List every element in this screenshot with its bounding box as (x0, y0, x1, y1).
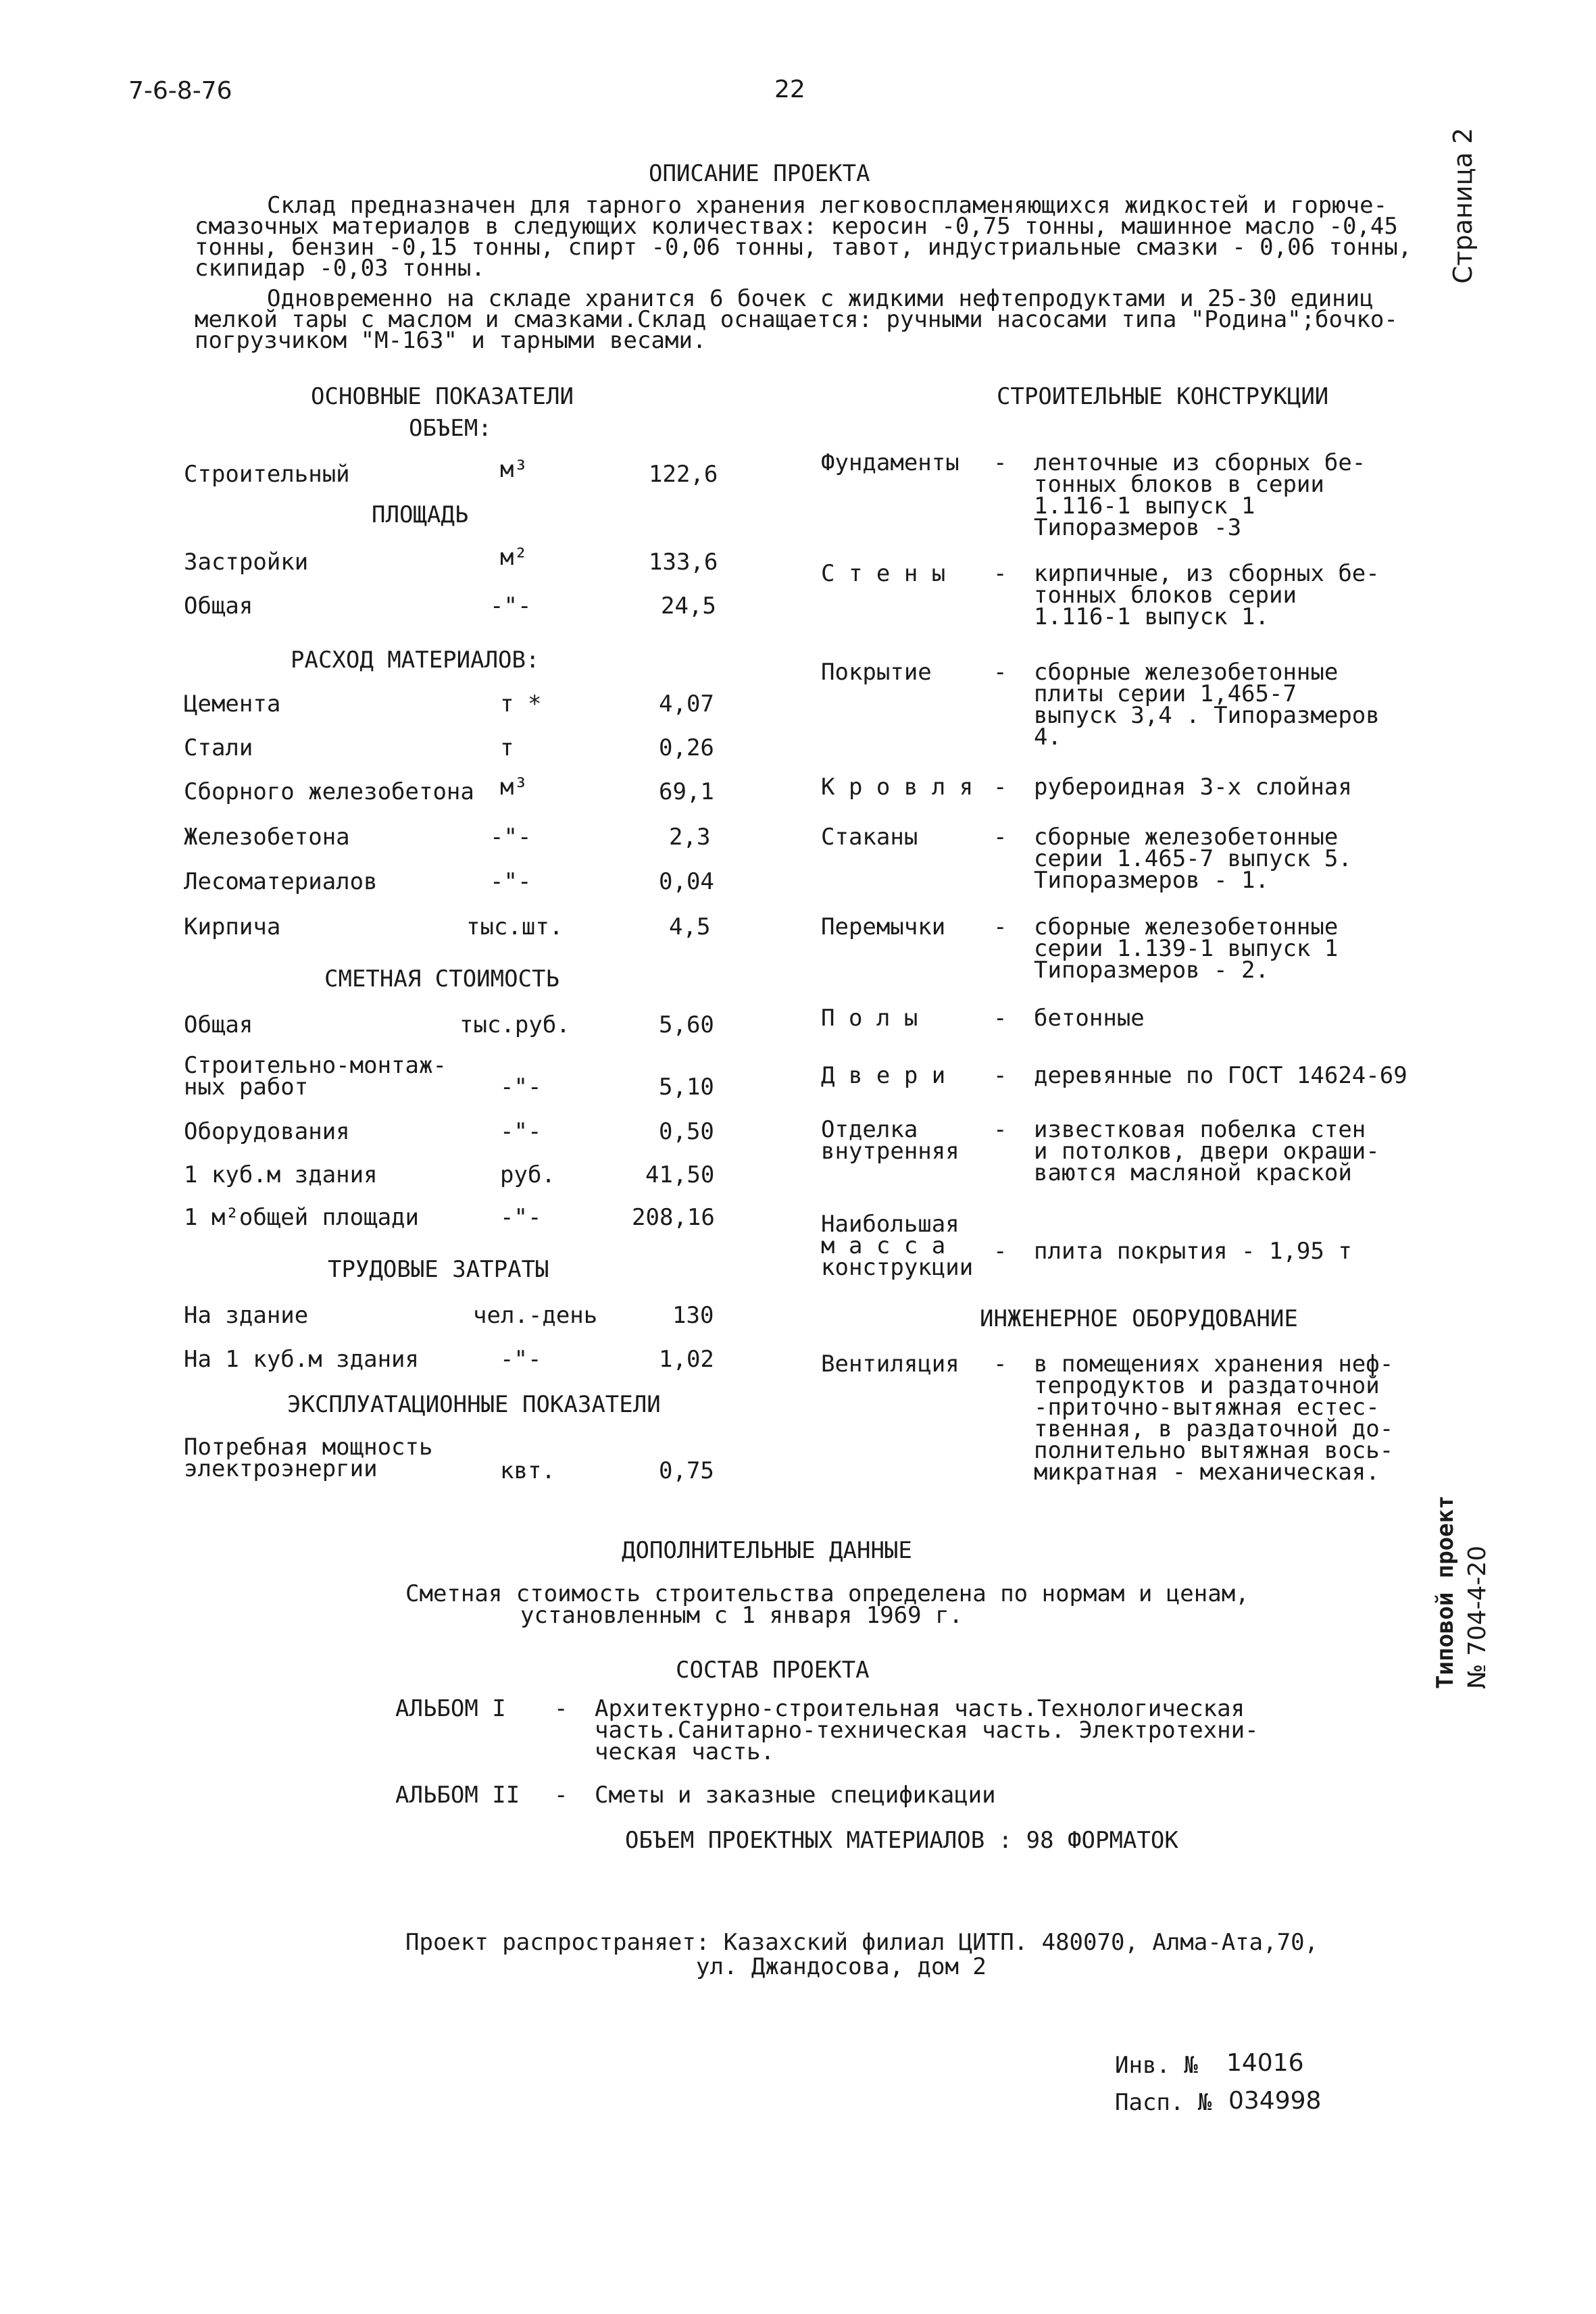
construction-text: серии 1.139-1 выпуск 1 (1034, 935, 1339, 962)
description-line: погрузчиком "М-163" и тарными весами. (195, 327, 707, 354)
construction-dash: - (993, 560, 1007, 587)
construction-label: Отделка (821, 1116, 918, 1143)
indicator-value: 0,04 (659, 868, 714, 895)
passport-label: Пасп. № (1115, 2089, 1212, 2116)
construction-text: и потолков, двери окраши- (1034, 1138, 1380, 1165)
constructions-title: СТРОИТЕЛЬНЫЕ КОНСТРУКЦИИ (997, 383, 1329, 410)
indicator-value: 1,02 (659, 1346, 714, 1373)
passport-number: 034998 (1228, 2087, 1322, 2115)
description-line: скипидар -0,03 тонны. (195, 255, 485, 282)
composition-title: СОСТАВ ПРОЕКТА (676, 1657, 870, 1684)
indicator-label: Общая (184, 1011, 253, 1038)
indicator-label: ных работ (184, 1074, 309, 1101)
additional-line: Сметная стоимость строительства определена по нормам и ценам, (405, 1580, 1249, 1607)
construction-text: тонных блоков серии (1034, 582, 1297, 609)
album-label: АЛЬБОМ I (395, 1695, 506, 1722)
construction-text: кирпичные, из сборных бе- (1034, 560, 1380, 587)
inventory-label: Инв. № (1115, 2052, 1198, 2079)
construction-text: Типоразмеров - 1. (1034, 867, 1269, 894)
indicator-value: 122,6 (649, 461, 718, 488)
indicator-label: Сборного железобетона (184, 778, 474, 805)
operation-heading: ЭКСПЛУАТАЦИОННЫЕ ПОКАЗАТЕЛИ (287, 1391, 661, 1418)
indicator-unit: м³ (500, 456, 528, 483)
construction-label: Д в е р и (821, 1062, 946, 1089)
indicator-value: 69,1 (659, 778, 714, 805)
description-line: мелкой тары с маслом и смазками.Склад оснащается: ручными насосами типа "Родина";бочко- (195, 306, 1398, 333)
indicator-value: 24,5 (661, 593, 716, 620)
side-page-label: Страница 2 (1448, 127, 1478, 284)
construction-text: плиты серии 1,465-7 (1034, 680, 1297, 707)
construction-label: С т е н ы (821, 560, 946, 587)
indicator-unit: м³ (500, 774, 528, 801)
construction-text: Типоразмеров -3 (1034, 514, 1242, 541)
construction-dash: - (993, 659, 1007, 686)
indicator-value: 0,75 (659, 1457, 714, 1484)
construction-text: серии 1.465-7 выпуск 5. (1034, 845, 1352, 872)
indicator-unit: м² (500, 544, 528, 571)
construction-dash: - (993, 1351, 1007, 1378)
volume-heading: ОБЪЕМ: (409, 415, 492, 442)
construction-text: тепродуктов и раздаточной (1034, 1372, 1380, 1399)
construction-label: Перемычки (821, 913, 946, 940)
project-volume: ОБЪЕМ ПРОЕКТНЫХ МАТЕРИАЛОВ : 98 ФОРМАТОК (625, 1827, 1178, 1854)
construction-text: 1.116-1 выпуск 1. (1034, 603, 1269, 630)
indicator-unit: руб. (500, 1161, 555, 1188)
indicator-label: Застройки (184, 549, 309, 576)
additional-title: ДОПОЛНИТЕЛЬНЫЕ ДАННЫЕ (622, 1537, 912, 1564)
construction-label: Наибольшая (821, 1211, 959, 1238)
indicator-value: 208,16 (632, 1204, 715, 1231)
indicator-label: Общая (184, 593, 253, 620)
indicator-value: 0,26 (659, 734, 714, 761)
indicator-value: 0,50 (659, 1118, 714, 1145)
construction-text: известковая побелка стен (1034, 1116, 1366, 1143)
construction-text: сборные железобетонные (1034, 659, 1339, 686)
indicator-label: Кирпича (184, 913, 281, 940)
album-label: АЛЬБОМ II (395, 1782, 520, 1809)
construction-text: -приточно-вытяжная естес- (1034, 1394, 1380, 1421)
construction-dash: - (993, 1005, 1007, 1032)
construction-text: рубероидная 3-х слойная (1034, 774, 1352, 801)
indicator-unit: -"- (500, 1346, 542, 1373)
indicator-unit: -"- (490, 868, 532, 895)
description-title: ОПИСАНИЕ ПРОЕКТА (649, 160, 870, 187)
construction-dash: - (993, 824, 1007, 851)
side-series-number: № 704-4-20 (1464, 1545, 1491, 1689)
construction-text: в помещениях хранения неф- (1034, 1351, 1394, 1378)
indicator-label: 1 куб.м здания (184, 1161, 378, 1188)
construction-dash: - (993, 1238, 1007, 1265)
indicator-unit: квт. (500, 1457, 555, 1484)
construction-text: плита покрытия - 1,95 т (1034, 1238, 1352, 1265)
page-number: 22 (774, 76, 805, 103)
distribution-line: Проект распространяет: Казахский филиал ЦИТП. 480070, Алма-Ата,70, (405, 1929, 1319, 1956)
indicator-unit: -"- (500, 1118, 542, 1145)
construction-label: Фундаменты (821, 449, 959, 476)
materials-heading: РАСХОД МАТЕРИАЛОВ: (291, 647, 540, 674)
album-dash: - (554, 1695, 568, 1722)
construction-text: ваются масляной краской (1034, 1159, 1352, 1186)
construction-text: тонных блоков в серии (1034, 471, 1324, 498)
construction-text: выпуск 3,4 . Типоразмеров (1034, 702, 1380, 729)
construction-label: внутренняя (821, 1138, 959, 1165)
description-line: Одновременно на складе хранится 6 бочек с жидкими нефтепродуктами и 25-30 единиц (267, 285, 1374, 312)
additional-line: установленным с 1 января 1969 г. (520, 1602, 964, 1629)
description-line: тонны, бензин -0,15 тонны, спирт -0,06 тонны, тавот, индустриальные смазки - 0,06 тонны, (195, 234, 1412, 261)
side-series-label: Типовой проект (1432, 1495, 1459, 1689)
construction-text: 1.116-1 выпуск 1 (1034, 493, 1255, 520)
indicator-value: 2,3 (669, 824, 711, 851)
indicator-label: Строительно-монтаж- (184, 1052, 447, 1079)
indicator-label: 1 м²общей площади (184, 1204, 419, 1231)
indicator-label: Оборудования (184, 1118, 350, 1145)
album-dash: - (554, 1782, 568, 1809)
area-heading: ПЛОЩАДЬ (372, 501, 469, 528)
album-text: Архитектурно-строительная часть.Технологическая (595, 1695, 1245, 1722)
indicator-unit: чел.-день (473, 1302, 598, 1329)
labor-heading: ТРУДОВЫЕ ЗАТРАТЫ (328, 1256, 549, 1283)
indicator-value: 41,50 (645, 1161, 715, 1188)
indicator-label: На 1 куб.м здания (184, 1346, 419, 1373)
indicators-title: ОСНОВНЫЕ ПОКАЗАТЕЛИ (311, 383, 574, 410)
indicator-value: 130 (672, 1302, 714, 1329)
construction-dash: - (993, 913, 1007, 940)
construction-dash: - (993, 774, 1007, 801)
indicator-label: электроэнергии (184, 1455, 378, 1482)
construction-text: сборные железобетонные (1034, 913, 1339, 940)
indicator-label: Цемента (184, 690, 281, 718)
indicator-unit: т * (500, 690, 542, 718)
indicator-value: 5,60 (659, 1011, 714, 1038)
indicator-unit: т (500, 734, 514, 761)
indicator-unit: тыс.руб. (459, 1011, 570, 1038)
indicator-value: 4,5 (669, 913, 711, 940)
construction-label: П о л ы (821, 1005, 918, 1032)
construction-label: Стаканы (821, 824, 918, 851)
indicator-unit: -"- (500, 1204, 542, 1231)
construction-text: Типоразмеров - 2. (1034, 957, 1269, 984)
album-text: Сметы и заказные спецификации (595, 1782, 996, 1809)
indicator-label: Стали (184, 734, 253, 761)
cost-heading: СМЕТНАЯ СТОИМОСТЬ (324, 965, 559, 992)
indicator-label: Потребная мощность (184, 1434, 433, 1461)
indicator-unit: -"- (500, 1074, 542, 1101)
indicator-unit: тыс.шт. (466, 913, 564, 940)
indicator-label: Железобетона (184, 824, 350, 851)
inventory-number: 14016 (1226, 2049, 1304, 2077)
construction-text: ленточные из сборных бе- (1034, 449, 1366, 476)
construction-text: твенная, в раздаточной до- (1034, 1415, 1394, 1442)
indicator-label: Строительный (184, 461, 350, 488)
construction-label: К р о в л я (821, 774, 974, 801)
indicator-value: 133,6 (649, 549, 718, 576)
construction-label: конструкции (821, 1254, 974, 1281)
construction-text: бетонные (1034, 1005, 1145, 1032)
construction-text: сборные железобетонные (1034, 824, 1339, 851)
construction-dash: - (993, 1062, 1007, 1089)
album-text: ческая часть. (595, 1738, 775, 1765)
construction-text: полнительно вытяжная вось- (1034, 1437, 1394, 1464)
description-line: смазочных материалов в следующих количествах: керосин -0,75 тонны, машинное масло -0,45 (195, 213, 1398, 240)
distribution-line: ул. Джандосова, дом 2 (696, 1953, 987, 1980)
construction-label: м а с с а (821, 1232, 946, 1259)
construction-dash: - (993, 449, 1007, 476)
indicator-unit: -"- (490, 824, 532, 851)
engineering-title: ИНЖЕНЕРНОЕ ОБОРУДОВАНИЕ (980, 1305, 1298, 1332)
construction-label: Вентиляция (821, 1351, 959, 1378)
indicator-label: На здание (184, 1302, 309, 1329)
construction-dash: - (993, 1116, 1007, 1143)
construction-label: Покрытие (821, 659, 932, 686)
construction-text: 4. (1034, 724, 1062, 751)
indicator-value: 4,07 (659, 690, 714, 718)
description-line: Склад предназначен для тарного хранения легковоспламеняющихся жидкостей и горюче- (267, 192, 1388, 219)
indicator-unit: -"- (490, 593, 532, 620)
construction-text: деревянные по ГОСТ 14624-69 (1034, 1062, 1407, 1089)
indicator-value: 5,10 (659, 1074, 714, 1101)
doc-code: 7-6-8-76 (128, 77, 232, 105)
construction-text: микратная - механическая. (1034, 1459, 1380, 1486)
indicator-label: Лесоматериалов (184, 868, 378, 895)
album-text: часть.Санитарно-техническая часть. Электротехни- (595, 1717, 1259, 1744)
